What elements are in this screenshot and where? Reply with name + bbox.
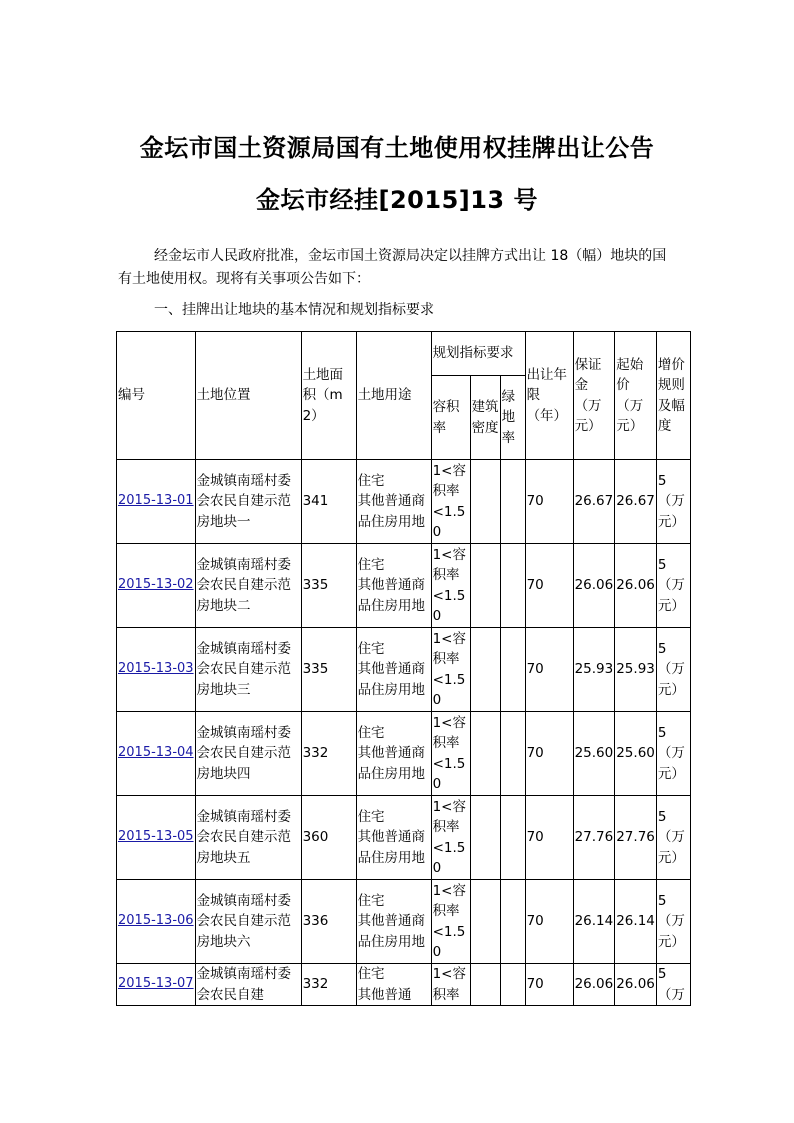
- cell-far: 1<容积率<1.50: [431, 460, 470, 544]
- cell-increment: 5（万元）: [656, 628, 690, 712]
- table-row: [117, 880, 691, 964]
- cell-area: 360: [301, 796, 356, 880]
- parcel-code-link[interactable]: 2015-13-03: [118, 661, 194, 677]
- document-title: 金坛市国土资源局国有土地使用权挂牌出让公告: [139, 134, 655, 162]
- cell-green: [500, 544, 525, 628]
- cell-start-price: 27.76: [615, 796, 657, 880]
- cell-code: [117, 880, 196, 964]
- cell-start-price: 25.60: [615, 712, 657, 796]
- parcel-code-link[interactable]: 2015-13-01: [118, 493, 194, 509]
- cell-density: [470, 460, 500, 544]
- cell-term: 70: [525, 796, 573, 880]
- cell-code: [117, 628, 196, 712]
- cell-density: [470, 964, 500, 1006]
- cell-far: 1<容积率<1.50: [431, 712, 470, 796]
- cell-increment: 5（万元）: [656, 880, 690, 964]
- cell-deposit: 27.76: [573, 796, 615, 880]
- cell-deposit: 25.60: [573, 712, 615, 796]
- cell-code: [117, 712, 196, 796]
- cell-deposit: 26.14: [573, 880, 615, 964]
- cell-start-price: 26.67: [615, 460, 657, 544]
- cell-density: [470, 544, 500, 628]
- cell-green: [500, 880, 525, 964]
- cell-location: 金城镇南瑶村委会农民自建示范房地块六: [195, 880, 301, 964]
- cell-increment: 5（万元）: [656, 796, 690, 880]
- cell-green: [500, 964, 525, 1006]
- header-planning: 规划指标要求: [431, 332, 525, 376]
- cell-increment: 5（万元）: [656, 712, 690, 796]
- cell-green: [500, 628, 525, 712]
- cell-far: 1<容积率<1.50: [431, 880, 470, 964]
- cell-term: 70: [525, 712, 573, 796]
- cell-use: 住宅 其他普通商品住房用地: [356, 628, 431, 712]
- cell-deposit: 26.67: [573, 460, 615, 544]
- cell-density: [470, 712, 500, 796]
- cell-area: 332: [301, 964, 356, 1006]
- parcel-code-link[interactable]: 2015-13-07: [118, 976, 194, 992]
- parcel-code-link[interactable]: 2015-13-04: [118, 745, 194, 761]
- header-code: 编号: [117, 332, 196, 460]
- cell-code: [117, 460, 196, 544]
- cell-deposit: 26.06: [573, 964, 615, 1006]
- header-density: 建筑密度: [470, 376, 500, 460]
- header-far: 容积率: [431, 376, 470, 460]
- section-heading: 一、挂牌出让地块的基本情况和规划指标要求: [154, 302, 434, 318]
- cell-use: 住宅 其他普通商品住房用地: [356, 712, 431, 796]
- cell-start-price: 26.14: [615, 880, 657, 964]
- cell-increment: 5（万元）: [656, 544, 690, 628]
- header-start-price: 起始价（万元）: [615, 332, 657, 460]
- cell-green: [500, 460, 525, 544]
- cell-location: 金城镇南瑶村委会农民自建示范房地块二: [195, 544, 301, 628]
- cell-location: 金城镇南瑶村委会农民自建示范房地块五: [195, 796, 301, 880]
- cell-use: 住宅 其他普通商品住房用地: [356, 460, 431, 544]
- parcel-code-link[interactable]: 2015-13-06: [118, 913, 194, 929]
- cell-use: 住宅 其他普通商品住房用地: [356, 544, 431, 628]
- cell-far: 1<容积率: [431, 964, 470, 1006]
- cell-location: 金城镇南瑶村委会农民自建示范房地块四: [195, 712, 301, 796]
- header-green: 绿地率: [500, 376, 525, 460]
- cell-use: 住宅 其他普通商品住房用地: [356, 796, 431, 880]
- cell-code: [117, 544, 196, 628]
- land-parcel-table: [116, 331, 691, 1006]
- cell-green: [500, 712, 525, 796]
- table-row: [117, 796, 691, 880]
- cell-area: 335: [301, 544, 356, 628]
- cell-far: 1<容积率<1.50: [431, 796, 470, 880]
- cell-location: 金城镇南瑶村委会农民自建示范房地块一: [195, 460, 301, 544]
- cell-green: [500, 796, 525, 880]
- cell-deposit: 26.06: [573, 544, 615, 628]
- cell-term: 70: [525, 964, 573, 1006]
- cell-start-price: 25.93: [615, 628, 657, 712]
- cell-density: [470, 796, 500, 880]
- table-row: [117, 712, 691, 796]
- parcel-code-link[interactable]: 2015-13-05: [118, 829, 194, 845]
- cell-area: 341: [301, 460, 356, 544]
- document-number: 金坛市经挂[2015]13 号: [256, 186, 538, 214]
- intro-paragraph: 经金坛市人民政府批准，金坛市国土资源局决定以挂牌方式出让 18（幅）地块的国有土地使用权。现将有关事项公告如下：: [118, 248, 667, 287]
- cell-term: 70: [525, 544, 573, 628]
- cell-start-price: 26.06: [615, 964, 657, 1006]
- cell-location: 金城镇南瑶村委会农民自建: [195, 964, 301, 1006]
- cell-far: 1<容积率<1.50: [431, 628, 470, 712]
- header-increment: 增价规则及幅度: [656, 332, 690, 460]
- cell-density: [470, 880, 500, 964]
- header-location: 土地位置: [195, 332, 301, 460]
- header-use: 土地用途: [356, 332, 431, 460]
- cell-deposit: 25.93: [573, 628, 615, 712]
- cell-area: 332: [301, 712, 356, 796]
- cell-code: [117, 796, 196, 880]
- table-row: [117, 964, 691, 1006]
- cell-far: 1<容积率<1.50: [431, 544, 470, 628]
- cell-term: 70: [525, 880, 573, 964]
- cell-start-price: 26.06: [615, 544, 657, 628]
- cell-use: 住宅 其他普通商品住房用地: [356, 880, 431, 964]
- parcel-code-link[interactable]: 2015-13-02: [118, 577, 194, 593]
- header-deposit: 保证金（万元）: [573, 332, 615, 460]
- cell-increment: 5（万: [656, 964, 690, 1006]
- table-row: [117, 628, 691, 712]
- header-area: 土地面积（m2）: [301, 332, 356, 460]
- cell-code: [117, 964, 196, 1006]
- cell-increment: 5（万元）: [656, 460, 690, 544]
- cell-density: [470, 628, 500, 712]
- header-term: 出让年限（年）: [525, 332, 573, 460]
- cell-term: 70: [525, 460, 573, 544]
- cell-location: 金城镇南瑶村委会农民自建示范房地块三: [195, 628, 301, 712]
- cell-area: 335: [301, 628, 356, 712]
- table-row: [117, 460, 691, 544]
- cell-area: 336: [301, 880, 356, 964]
- cell-use: 住宅 其他普通: [356, 964, 431, 1006]
- cell-term: 70: [525, 628, 573, 712]
- table-row: [117, 544, 691, 628]
